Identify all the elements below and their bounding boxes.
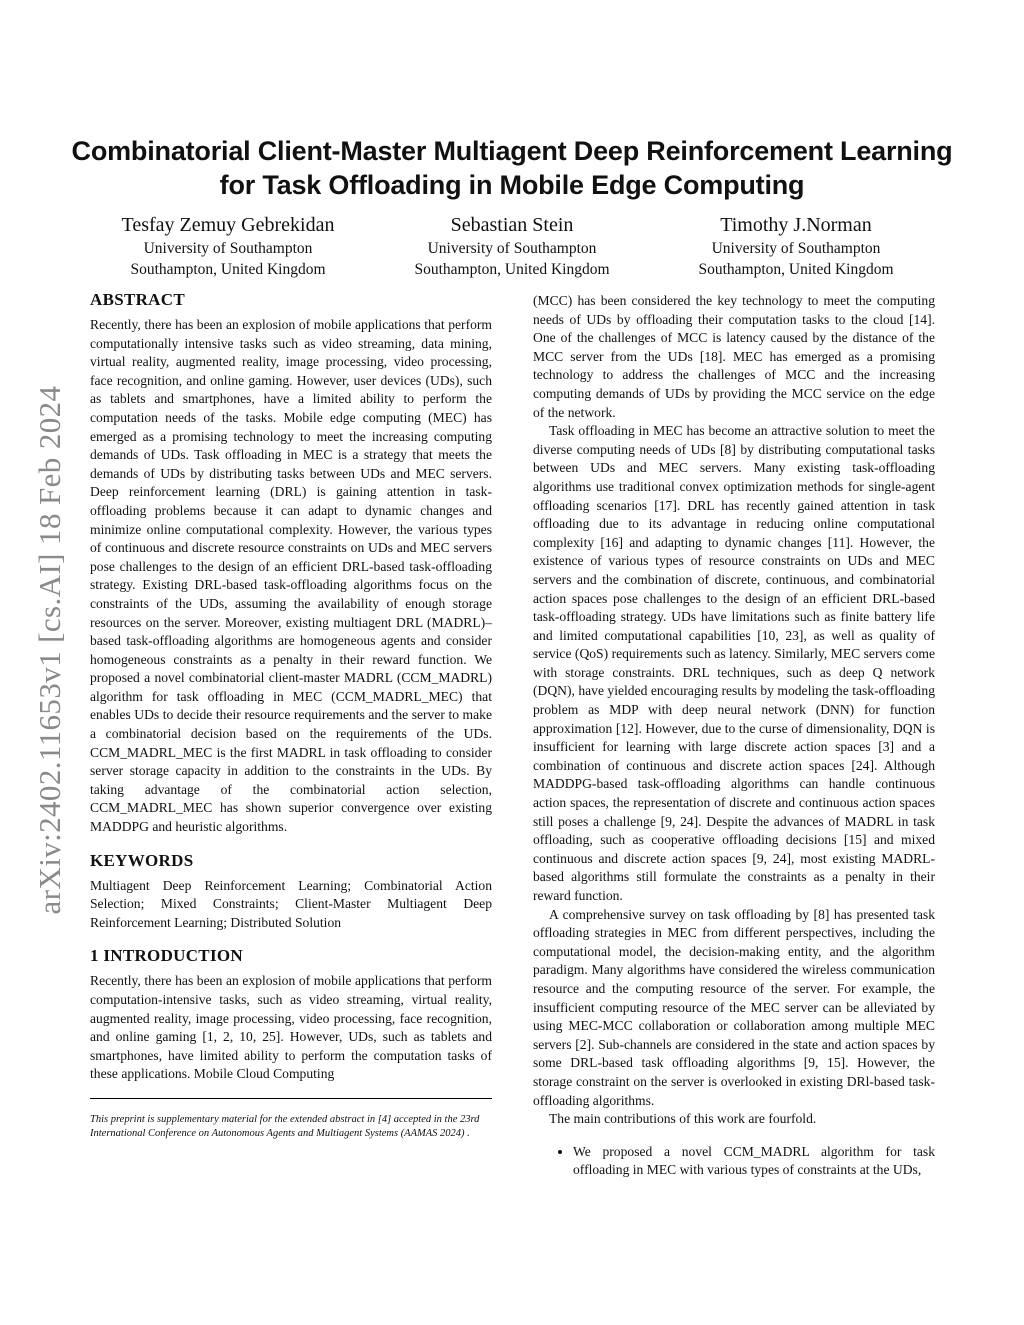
- author-name: Sebastian Stein: [450, 214, 574, 236]
- introduction-heading: 1 INTRODUCTION: [90, 946, 243, 966]
- introduction-paragraph-4: The main contributions of this work are fourfold.: [549, 1111, 817, 1127]
- author-name: Timothy J.Norman: [720, 214, 872, 236]
- introduction-paragraph-3: A comprehensive survey on task offloading by [8] has presented task offloading strategies in MEC from different perspectives, including the computational model, the decision-making entity, and the algorithm paradigm. Many algorithms have considered the wireless communication resource and the computing resource of the server. For example, the insufficient computing resource of the MEC server can be alleviated by using MEC-MCC collaboration or collaboration among multiple MEC servers [2]. Sub-channels are considered in the state and action spaces by some DRL-based task offloading algorithms [9, 15]. However, the storage constraint on the server is overlooked in existing DRl-based task-offloading algorithms.: [533, 906, 935, 1108]
- author-location: Southampton, United Kingdom: [414, 261, 610, 278]
- author-block: [88, 212, 936, 280]
- keywords-section: [90, 851, 492, 933]
- abstract-text: Recently, there has been an explosion of mobile applications that perform computationally intensive tasks such as video streaming, data mining, virtual reality, augmented reality, image processing, video processing, face recognition, and online gaming. However, user devices (UDs), such as tablets and smartphones, have a limited ability to perform the computation needs of the tasks. Mobile edge computing (MEC) has emerged as a promising technology to meet the increasing computing demands of UDs. Task offloading in MEC is a strategy that meets the demands of UDs by distributing tasks between UDs and MEC servers. Deep reinforcement learning (DRL) is gaining attention in task-offloading problems because it can adapt to dynamic changes and minimize online computational complexity. However, the various types of continuous and discrete resource constraints on UDs and MEC servers pose challenges to the design of an efficient DRL-based task-offloading strategy. Existing DRL-based task-offloading algorithms focus on the constraints of the UDs, assuming the availability of enough storage resources on the server. Moreover, existing multiagent DRL (MADRL)–based task-offloading algorithms are homogeneous agents and consider homogeneous constraints as a penalty in their reward function. We proposed a novel combinatorial client-master MADRL (CCM_MADRL) algorithm for task offloading in MEC (CCM_MADRL_MEC) that enables UDs to decide their resource requirements and the server to make a combinatorial decision based on the requirements of the UDs. CCM_MADRL_MEC is the first MADRL in task offloading to consider server storage capacity in addition to the constraints in the UDs. By taking advantage of the combinatorial action selection, CCM_MADRL_MEC has shown superior convergence over existing MADDPG and heuristic algorithms.: [90, 317, 492, 835]
- keywords-heading: KEYWORDS: [90, 850, 194, 870]
- arxiv-identifier: [30, 360, 70, 940]
- author-location: Southampton, United Kingdom: [130, 261, 326, 278]
- author-location: Southampton, United Kingdom: [698, 261, 894, 278]
- introduction-section: [90, 946, 492, 1084]
- arxiv-id-text: arXiv:2402.11653v1 [cs.AI] 18 Feb 2024: [32, 385, 67, 915]
- footnote-divider: [90, 1098, 492, 1099]
- author-2: [372, 212, 652, 280]
- author-affiliation: University of Southampton: [143, 240, 313, 257]
- introduction-paragraph-1-continued: (MCC) has been considered the key technology to meet the computing needs of UDs by offloading their computation tasks to the cloud [14]. One of the challenges of MCC is latency caused by the distance of the MCC server from the UDs [18]. MEC has emerged as a promising technology to address the challenges of MCC and the increasing computing demands of UDs by providing the MCC service on the edge of the network.: [533, 293, 935, 420]
- author-1: [88, 212, 368, 280]
- left-column: [90, 290, 492, 1141]
- footnote: This preprint is supplementary material for the extended abstract in [4] accepted in the 23rd International Conference on Autonomous Agents and Multiagent Systems (AAMAS 2024) .: [90, 1113, 480, 1139]
- introduction-paragraph-2: Task offloading in MEC has become an attractive solution to meet the diverse computing needs of UDs [8] by distributing computational tasks between UDs and MEC servers. Many existing task-offloading algorithms use traditional convex optimization methods for single-agent offloading scenarios [17]. DRL has recently gained attention in task offloading due to its advantage in reducing online computational complexity [16] and adapting to dynamic changes [11]. However, the existence of various types of resource constraints on UDs and MEC servers and the combination of discrete, continuous, and combinatorial action spaces pose challenges to the design of an efficient DRL-based task-offloading strategy. UDs have limitations such as finite battery life and limited computational capabilities [10, 23], as well as quality of service (QoS) requirements such as latency. Similarly, MEC servers come with storage constraints. DRL techniques, such as deep Q network (DQN), have yielded encouraging results by modeling the task-offloading problem as MDP with deep neural network (DNN) for function approximation [12]. However, due to the curse of dimensionality, DQN is insufficient for learning with large discrete action spaces [3] and a combination of continuous and discrete action spaces [24]. Although MADDPG-based task-offloading algorithms can handle continuous action spaces, the representation of discrete and continuous action spaces still poses a challenge [9, 24]. Despite the advances of MADRL in task offloading, such as cooperative offloading decisions [15] and mixed continuous and discrete action spaces [9, 24], most existing MADRL-based algorithms still formulate the constraints as a penalty in their reward function.: [533, 423, 935, 903]
- author-3: [656, 212, 936, 280]
- introduction-paragraph-1: Recently, there has been an explosion of mobile applications that perform computation-intensive tasks, such as video streaming, virtual reality, augmented reality, image processing, video processing, face recognition, and online gaming [1, 2, 10, 25]. However, UDs, such as tablets and smartphones, have limited ability to perform the computation tasks of these applications. Mobile Cloud Computing: [90, 973, 492, 1082]
- keywords-text: Multiagent Deep Reinforcement Learning; Combinatorial Action Selection; Mixed Constraints; Client-Master Multiagent Deep Reinforcement Learning; Distributed Solution: [90, 877, 492, 930]
- author-affiliation: University of Southampton: [427, 240, 597, 257]
- paper-title: Combinatorial Client-Master Multiagent Deep Reinforcement Learning for Task Offloading in Mobile Edge Computing: [71, 136, 953, 200]
- abstract-heading: ABSTRACT: [90, 290, 185, 309]
- list-item: • We proposed a novel CCM_MADRL algorithm for task offloading in MEC with various types of constraints at the UDs,: [573, 1143, 935, 1180]
- right-column: [533, 292, 935, 1180]
- contributions-list: [533, 1143, 935, 1180]
- author-name: Tesfay Zemuy Gebrekidan: [121, 214, 335, 236]
- author-affiliation: University of Southampton: [711, 240, 881, 257]
